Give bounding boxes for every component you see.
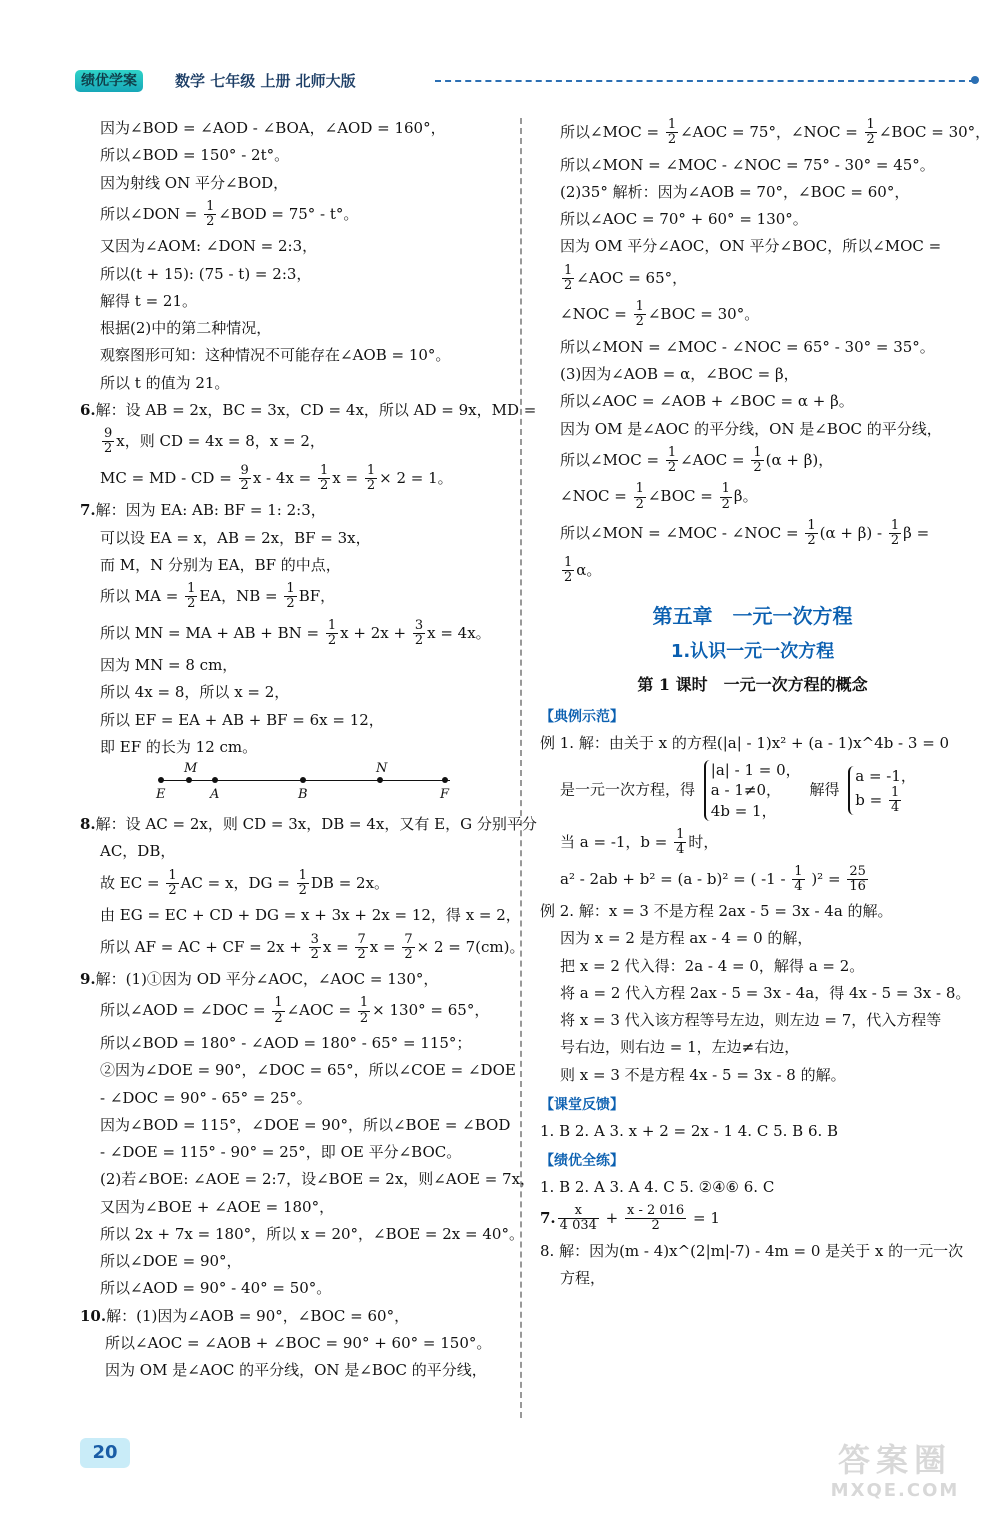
text-line: 所以∠MON = ∠MOC - ∠NOC = $\frac{1}{2}$ (α + β) - $\frac{1}{2}$ β = — [560, 517, 930, 549]
text-line: MC = MD - CD = $\frac{9}{2}$ x - 4x = $\frac{1}{2}$ x = $\frac{1}{2}$ × 2 = 1。 — [100, 462, 453, 493]
fraction: $\frac{x}{4 034}$ — [559, 1203, 597, 1234]
text-line: 所以∠MON = ∠MOC - ∠NOC = 75° - 30° = 45°。 — [560, 155, 935, 174]
text-line: 又因为∠BOE + ∠AOE = 180°， — [100, 1197, 335, 1216]
text-line: 即 EF 的长为 12 cm。 — [100, 737, 258, 756]
question-9: 9.解：(1)①因为 OD 平分∠AOC，∠AOC = 130°， — [80, 970, 439, 989]
text-line: 方程， — [560, 1269, 606, 1287]
fraction: $\frac{1}{2}$ — [721, 481, 730, 512]
point-f — [442, 777, 448, 783]
fraction: $\frac{7}{2}$ — [404, 931, 413, 962]
text-line: 所以∠DOE = 90°， — [100, 1252, 242, 1270]
text-line: $\frac{9}{2}$ x，则 CD = 4x = 8，x = 2， — [104, 426, 325, 457]
text-line: a² - 2ab + b² = (a - b)² = ( -1 - $\frac{1}{4}$ )² = $\frac{25}{16}$ — [560, 863, 866, 894]
example-2: 例 2. 解：x = 3 不是方程 2ax - 5 = 3x - 4a 的解。 — [540, 902, 893, 921]
fraction: $\frac{1}{4}$ — [676, 826, 685, 858]
text-line: 又因为∠AOM: ∠DON = 2:3， — [100, 237, 318, 256]
point-n — [377, 777, 383, 783]
watermark-logo — [810, 1440, 980, 1506]
fraction: $\frac{1}{4}$ — [890, 784, 900, 816]
question-7: 7.解：因为 EA: AB: BF = 1: 2:3， — [80, 501, 326, 520]
text-line: AC，DB， — [100, 842, 176, 861]
fraction: $\frac{9}{2}$ — [104, 426, 113, 457]
page-header — [75, 70, 975, 96]
point-a — [212, 777, 218, 783]
lesson-title: 第 1 课时 一元一次方程的概念 — [637, 675, 868, 695]
text-line: 所以∠DON = $\frac{1}{2}$ ∠BOD = 75° - t°。 — [100, 198, 359, 230]
fraction: $\frac{1}{2}$ — [635, 299, 644, 330]
fraction: $\frac{1}{2}$ — [866, 117, 875, 148]
fraction: $\frac{7}{2}$ — [357, 931, 366, 962]
text-line: 号右边，则右边 = 1，左边≠右边， — [560, 1038, 800, 1057]
text-line: 根据(2)中的第二种情况， — [100, 319, 272, 338]
fraction: $\frac{1}{2}$ — [286, 581, 295, 612]
watermark-url: MXQE.COM — [830, 1480, 960, 1501]
text-line: 所以∠AOC = ∠AOB + ∠BOC = α + β。 — [560, 392, 854, 411]
fraction: $\frac{1}{2}$ — [807, 517, 816, 549]
text-line: 因为 x = 2 是方程 ax - 4 = 0 的解， — [560, 929, 813, 948]
fraction: $\frac{1}{4}$ — [794, 863, 803, 894]
text-line: $\frac{1}{2}$ α。 — [564, 554, 602, 585]
section-title: 1.认识一元一次方程 — [670, 641, 835, 663]
header-divider — [435, 80, 975, 82]
text-line: 是一元一次方程，得 |a| - 1 = 0， a - 1≠0， 4b = 1， 解得 a = -1， b = $\frac{1}{4}$ — [560, 761, 916, 820]
fraction: $\frac{25}{16}$ — [849, 863, 866, 894]
text-line: 当 a = -1，b = $\frac{1}{4}$ 时， — [560, 826, 719, 858]
text-line: 所以 AF = AC + CF = 2x + $\frac{3}{2}$ x = $\frac{7}{2}$ x = $\frac{7}{2}$ × 2 = 7(cm)。 — [100, 931, 525, 962]
text-line: 所以∠MON = ∠MOC - ∠NOC = 65° - 30° = 35°。 — [560, 337, 935, 356]
fraction: $\frac{1}{2}$ — [753, 444, 762, 476]
header-dot-icon — [971, 76, 979, 84]
text-line: 所以∠MOC = $\frac{1}{2}$ ∠AOC = 75°，∠NOC = $\frac{1}{2}$ ∠BOC = 30°， — [560, 117, 991, 148]
fraction: $\frac{1}{2}$ — [890, 517, 900, 549]
text-line: 所以∠AOC = ∠AOB + ∠BOC = 90° + 60° = 150°。 — [105, 1333, 492, 1352]
fraction: $\frac{1}{2}$ — [327, 617, 337, 648]
fraction: $\frac{1}{2}$ — [667, 444, 677, 476]
solution-system: a = -1， b = $\frac{1}{4}$ — [848, 766, 916, 816]
text-line: 因为 OM 是∠AOC 的平分线，ON 是∠BOC 的平分线， — [560, 419, 942, 438]
text-line: 所以∠AOD = 90° - 40° = 50°。 — [100, 1279, 332, 1298]
fraction: $\frac{1}{2}$ — [320, 462, 329, 493]
fraction: $\frac{9}{2}$ — [240, 462, 249, 493]
watermark-text: 答案圈 — [837, 1441, 952, 1479]
text-line: 所以 2x + 7x = 180°，所以 x = 20°，∠BOE = 2x = 40°。 — [100, 1224, 524, 1243]
text-line: 解得 t = 21。 — [100, 291, 197, 310]
fraction: $\frac{1}{2}$ — [187, 581, 196, 612]
text-line: 因为∠BOD = 115°，∠DOE = 90°，所以∠BOE = ∠BOD — [100, 1115, 511, 1134]
text-line: 所以∠AOD = ∠DOC = $\frac{1}{2}$ ∠AOC = $\frac{1}{2}$ × 130° = 65°， — [100, 995, 490, 1026]
text-line: 所以∠BOD = 150° - 2t°。 — [100, 146, 290, 165]
text-line: 故 EC = $\frac{1}{2}$ AC = x，DG = $\frac{1}{2}$ DB = 2x。 — [100, 867, 390, 899]
fraction: $\frac{1}{2}$ — [635, 481, 644, 512]
text-line: 所以 MN = MA + AB + BN = $\frac{1}{2}$ x + 2x + $\frac{3}{2}$ x = 4x。 — [100, 617, 491, 648]
text-line: ②因为∠DOE = 90°，∠DOC = 65°，所以∠COE = ∠DOE — [100, 1061, 516, 1080]
label-b: B — [298, 787, 308, 803]
label-f: F — [440, 787, 450, 803]
text-line: 把 x = 2 代入得：2a - 4 = 0，解得 a = 2。 — [560, 956, 865, 975]
text-line: 所以∠AOC = 70° + 60° = 130°。 — [560, 210, 808, 229]
question-8: 8.解：设 AC = 2x，则 CD = 3x，DB = 4x，又有 E，G 分别平分 — [80, 815, 537, 834]
text-line: 所以 MA = $\frac{1}{2}$ EA，NB = $\frac{1}{2}$ BF， — [100, 581, 336, 612]
text-line: 而 M，N 分别为 EA，BF 的中点， — [100, 555, 341, 574]
text-line: (2)35° 解析：因为∠AOB = 70°，∠BOC = 60°， — [560, 182, 910, 201]
fraction: $\frac{1}{2}$ — [168, 867, 177, 899]
text-line: 所以(t + 15): (75 - t) = 2:3， — [100, 264, 312, 283]
text-line: 所以 t 的值为 21。 — [100, 373, 230, 392]
fraction: $\frac{1}{2}$ — [206, 198, 215, 230]
label-n: N — [376, 761, 388, 777]
fraction: $\frac{3}{2}$ — [310, 931, 319, 962]
answers-practice: 1. B 2. A 3. A 4. C 5. ②④⑥ 6. C — [540, 1177, 775, 1196]
answers-feedback: 1. B 2. A 3. x + 2 = 2x - 1 4. C 5. B 6. B — [540, 1121, 839, 1140]
label-m: M — [184, 761, 198, 777]
text-line: 所以∠MOC = $\frac{1}{2}$ ∠AOC = $\frac{1}{2}$ (α + β)， — [560, 444, 834, 476]
label-e: E — [156, 787, 166, 803]
fraction: $\frac{1}{2}$ — [667, 117, 677, 148]
question-6: 6.解：设 AB = 2x，BC = 3x，CD = 4x，所以 AD = 9x，MD = — [80, 400, 537, 419]
text-line: 将 a = 2 代入方程 2ax - 5 = 3x - 4a，得 4x - 5 = 3x - 8。 — [560, 983, 971, 1002]
page-number: 20 — [80, 1438, 130, 1468]
chapter-title: 第五章 一元一次方程 — [652, 604, 853, 629]
fraction: $\frac{x - 2 016}{2}$ — [627, 1203, 685, 1234]
text-line: 所以 4x = 8，所以 x = 2， — [100, 683, 290, 702]
answer-8: 8. 解：因为(m - 4)x^(2|m|-7) - 4m = 0 是关于 x 的一元一次 — [540, 1241, 964, 1260]
text-line: ∠NOC = $\frac{1}{2}$ ∠BOC = $\frac{1}{2}$ β。 — [560, 481, 758, 512]
text-line: 将 x = 3 代入该方程等号左边，则左边 = 7，代入方程等 — [560, 1011, 942, 1030]
text-line: (3)因为∠AOB = α，∠BOC = β， — [560, 365, 799, 384]
question-10: 10.解：(1)因为∠AOB = 90°，∠BOC = 60°， — [80, 1306, 410, 1325]
text-line: - ∠DOC = 90° - 65° = 25°。 — [100, 1088, 312, 1107]
fraction: $\frac{3}{2}$ — [414, 617, 424, 648]
label-a: A — [210, 787, 220, 803]
tag-feedback: 【课堂反馈】 — [540, 1096, 624, 1113]
fraction: $\frac{1}{2}$ — [564, 262, 573, 293]
text-line: 所以 EF = EA + AB + BF = 6x = 12， — [100, 710, 384, 729]
text-line: $\frac{1}{2}$ ∠AOC = 65°， — [564, 262, 688, 293]
fraction: $\frac{1}{2}$ — [359, 995, 369, 1026]
answer-7: 7. $\frac{x}{4 034}$ + $\frac{x - 2 016}{2}$ = 1 — [540, 1203, 720, 1234]
example-1: 例 1. 解：由关于 x 的方程(|a| - 1)x² + (a - 1)x^4b - 3 = 0 — [540, 733, 950, 752]
text-line: 因为 OM 平分∠AOC，ON 平分∠BOC，所以∠MOC = — [560, 237, 942, 256]
text-line: 所以∠BOD = 180° - ∠AOD = 180° - 65° = 115°； — [100, 1034, 472, 1052]
text-line: ∠NOC = $\frac{1}{2}$ ∠BOC = 30°。 — [560, 299, 760, 330]
tag-examples: 【典例示范】 — [540, 709, 624, 726]
fraction: $\frac{1}{2}$ — [274, 995, 283, 1026]
segment-figure — [156, 761, 450, 808]
text-line: 因为 MN = 8 cm， — [100, 656, 238, 675]
fraction: $\frac{1}{2}$ — [564, 554, 573, 585]
text-line: 则 x = 3 不是方程 4x - 5 = 3x - 8 的解。 — [560, 1065, 846, 1084]
brand-badge: 绩优学案 — [75, 70, 143, 92]
right-column — [540, 117, 991, 1295]
text-line: - ∠DOE = 115° - 90° = 25°，即 OE 平分∠BOC。 — [100, 1143, 462, 1161]
left-column — [80, 118, 537, 1387]
text-line: (2)若∠BOE: ∠AOE = 2:7，设∠BOE = 2x，则∠AOE = 7x， — [100, 1170, 536, 1189]
fraction: $\frac{1}{2}$ — [366, 462, 376, 493]
point-b — [300, 777, 306, 783]
point-e — [158, 777, 164, 783]
point-m — [186, 777, 192, 783]
equation-system: |a| - 1 = 0， a - 1≠0， 4b = 1， — [704, 760, 801, 821]
text-line: 可以设 EA = x，AB = 2x，BF = 3x， — [100, 528, 371, 547]
header-title: 数学 七年级 上册 北师大版 — [175, 72, 356, 90]
fraction: $\frac{1}{2}$ — [298, 867, 307, 899]
text-line: 因为射线 ON 平分∠BOD， — [100, 173, 289, 192]
text-line: 因为∠BOD = ∠AOD - ∠BOA，∠AOD = 160°， — [100, 119, 446, 137]
text-line: 因为 OM 是∠AOC 的平分线，ON 是∠BOC 的平分线， — [105, 1361, 487, 1379]
tag-practice: 【绩优全练】 — [540, 1153, 624, 1170]
text-line: 观察图形可知：这种情况不可能存在∠AOB = 10°。 — [100, 346, 451, 365]
text-line: 由 EG = EC + CD + DG = x + 3x + 2x = 12，得 x = 2， — [100, 906, 521, 925]
